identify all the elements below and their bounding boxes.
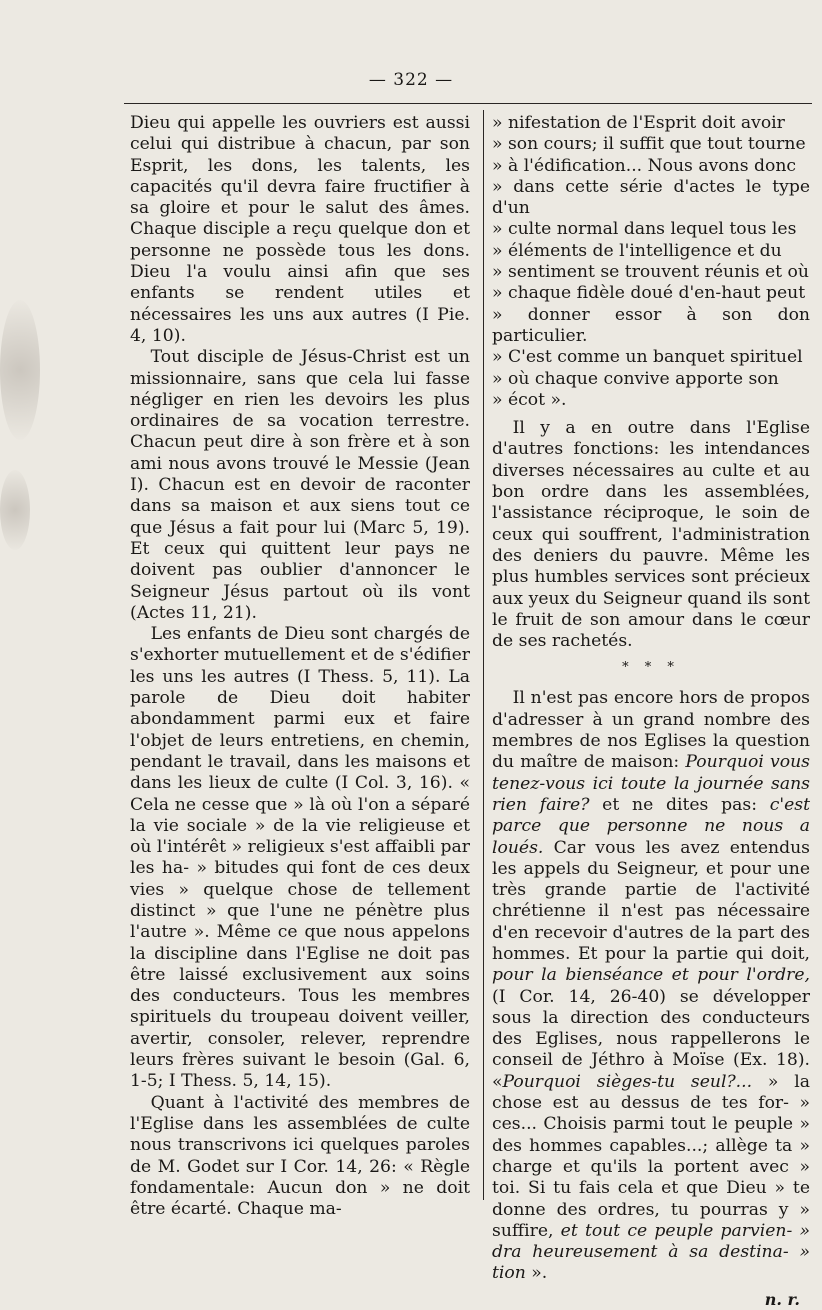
quote-line: » éléments de l'intelligence et du [492,240,782,261]
paragraph: Les enfants de Dieu sont chargés de s'exhorter mutuellement et de s'édifier les uns les autres (I Thess. 5, 11). La parole de Dieu doit habiter abondamment parmi eux et faire l'objet de leurs entretiens, en chemin, pendant le travail, dans les maisons et dans les lieux de culte (I Col. 3, 16). « Cela ne cesse que » là où l'on a séparé la vie sociale » de la vie religieuse et où l'intérêt » religieux s'est affaibli par les ha- » bitudes qui font de ces deux vies » quelque chose de tellement distinct » que l'une ne pénètre plus l'autre ». Même ce que nous appelons la discipline dans l'Eglise ne doit pas être laissé exclusivement aux soins des conducteurs. Tous les membres spirituels du troupeau doivent veiller, avertir, consoler, relever, reprendre leurs frères suivant le besoin (Gal. 6, 1-5; I Thess. 5, 14, 15). [130,624,470,1092]
paper-stain [0,300,40,440]
italic-run: et tout ce peuple parvien- » dra heureusement à sa destina- » tion [492,1220,810,1284]
right-column [492,113,810,1310]
text-run: et ne dites pas: [589,794,770,815]
text-run: Car vous les avez entendus les appels du Seigneur, et pour une très grande partie de l'activité chrétienne il n'est pas nécessaire d'en recevoir d'autres de la part des hommes. Et pour la partie qui doit, [492,837,810,964]
text-run: » la chose est au dessus de tes for- » ces... Choisis parmi tout le peuple » des hommes capables...; allège ta » charge et qu'ils la portent avec » toi. Si tu fais cela et que Dieu » te donne des ordres, tu pourras y » suffire, [492,1071,811,1241]
quote-line: » culte normal dans lequel tous les [492,219,797,240]
paper-stain [0,470,30,550]
paragraph: Tout disciple de Jésus-Christ est un missionnaire, sans que cela lui fasse négliger en rien les devoirs les plus ordinaires de sa vocation terrestre. Chacun peut dire à son frère et à son ami nous avons trouvé le Messie (Jean I). Chacun est en devoir de raconter dans sa maison et aux siens tout ce que Jésus a fait pour lui (Marc 5, 19). Et ceux qui quittent leur pays ne doivent pas oublier d'annoncer le Seigneur Jésus partout où ils vont (Actes 11, 21). [130,347,470,623]
paragraph: Quant à l'activité des membres de l'Eglise dans les assemblées de culte nous transcrivons ici quelques paroles de M. Godet sur I Cor. 14, 26: « Règle fondamentale: Aucun don » ne doit être écarté. Chaque ma- [130,1092,470,1220]
quote-line: » C'est comme un banquet spirituel [492,347,803,368]
text-run: Il n'est pas encore hors de propos d'adresser à un grand nombre des membres de nos Eglises la question du maître de maison: [492,688,810,773]
quote-line: » où chaque convive apporte son [492,368,779,389]
italic-run: pour la bienséance et pour l'ordre, [492,965,810,986]
left-column [130,113,470,1220]
paragraph [492,688,810,1284]
paragraph: Il y a en outre dans l'Eglise d'autres fonctions: les intendances diverses nécessaires au culte et au bon ordre dans les assemblées, l'assistance réciproque, le soin de ceux qui souffrent, l'administration des deniers du pauvre. Même les plus humbles services sont précieux aux yeux du Seigneur quand ils sont le fruit de son amour dans le cœur de ses rachetés. [492,418,810,652]
quote-line: » écot ». [492,389,567,410]
section-separator: * * * [622,660,680,676]
text-run: ». [525,1263,548,1284]
signature: n. r. [764,1289,800,1309]
quote-line: » dans cette série d'actes le type d'un [492,176,810,219]
quote-line: » son cours; il suffit que tout tourne [492,134,806,155]
header-rule [124,103,812,104]
quote-line: » chaque fidèle doué d'en-haut peut [492,283,806,304]
page-number: — 322 — [368,70,454,90]
text-run: (I Cor. 14, 26-40) se développer sous la direction des conducteurs des Eglises, nous rappellerons le conseil de Jéthro à Moïse (Ex. 18). « [492,986,810,1092]
quote-line: » à l'édification... Nous avons donc [492,155,797,176]
italic-run: c'est parce que personne ne nous a loués. [492,794,810,858]
quote-line: » sentiment se trouvent réunis et où [492,262,809,283]
italic-run: Pourquoi vous tenez-vous ici toute la journée sans rien faire? [492,752,810,815]
spacer [492,411,810,418]
italic-run: Pourquoi sièges-tu seul?... [502,1071,753,1092]
quote-line: » nifestation de l'Esprit doit avoir [492,113,785,133]
paragraph: Dieu qui appelle les ouvriers est aussi celui qui distribue à chacun, par son Esprit, les dons, les talents, les capacités qu'il devra faire fructifier à sa gloire et pour le salut des âmes. Chaque disciple a reçu quelque don et personne ne possède tous les dons. Dieu l'a voulu ainsi afin que ses enfants se rendent utiles et nécessaires les uns aux autres (I Pie. 4, 10). [130,113,470,346]
column-divider [483,110,484,1200]
quote-line: » donner essor à son don particulier. [492,304,810,346]
